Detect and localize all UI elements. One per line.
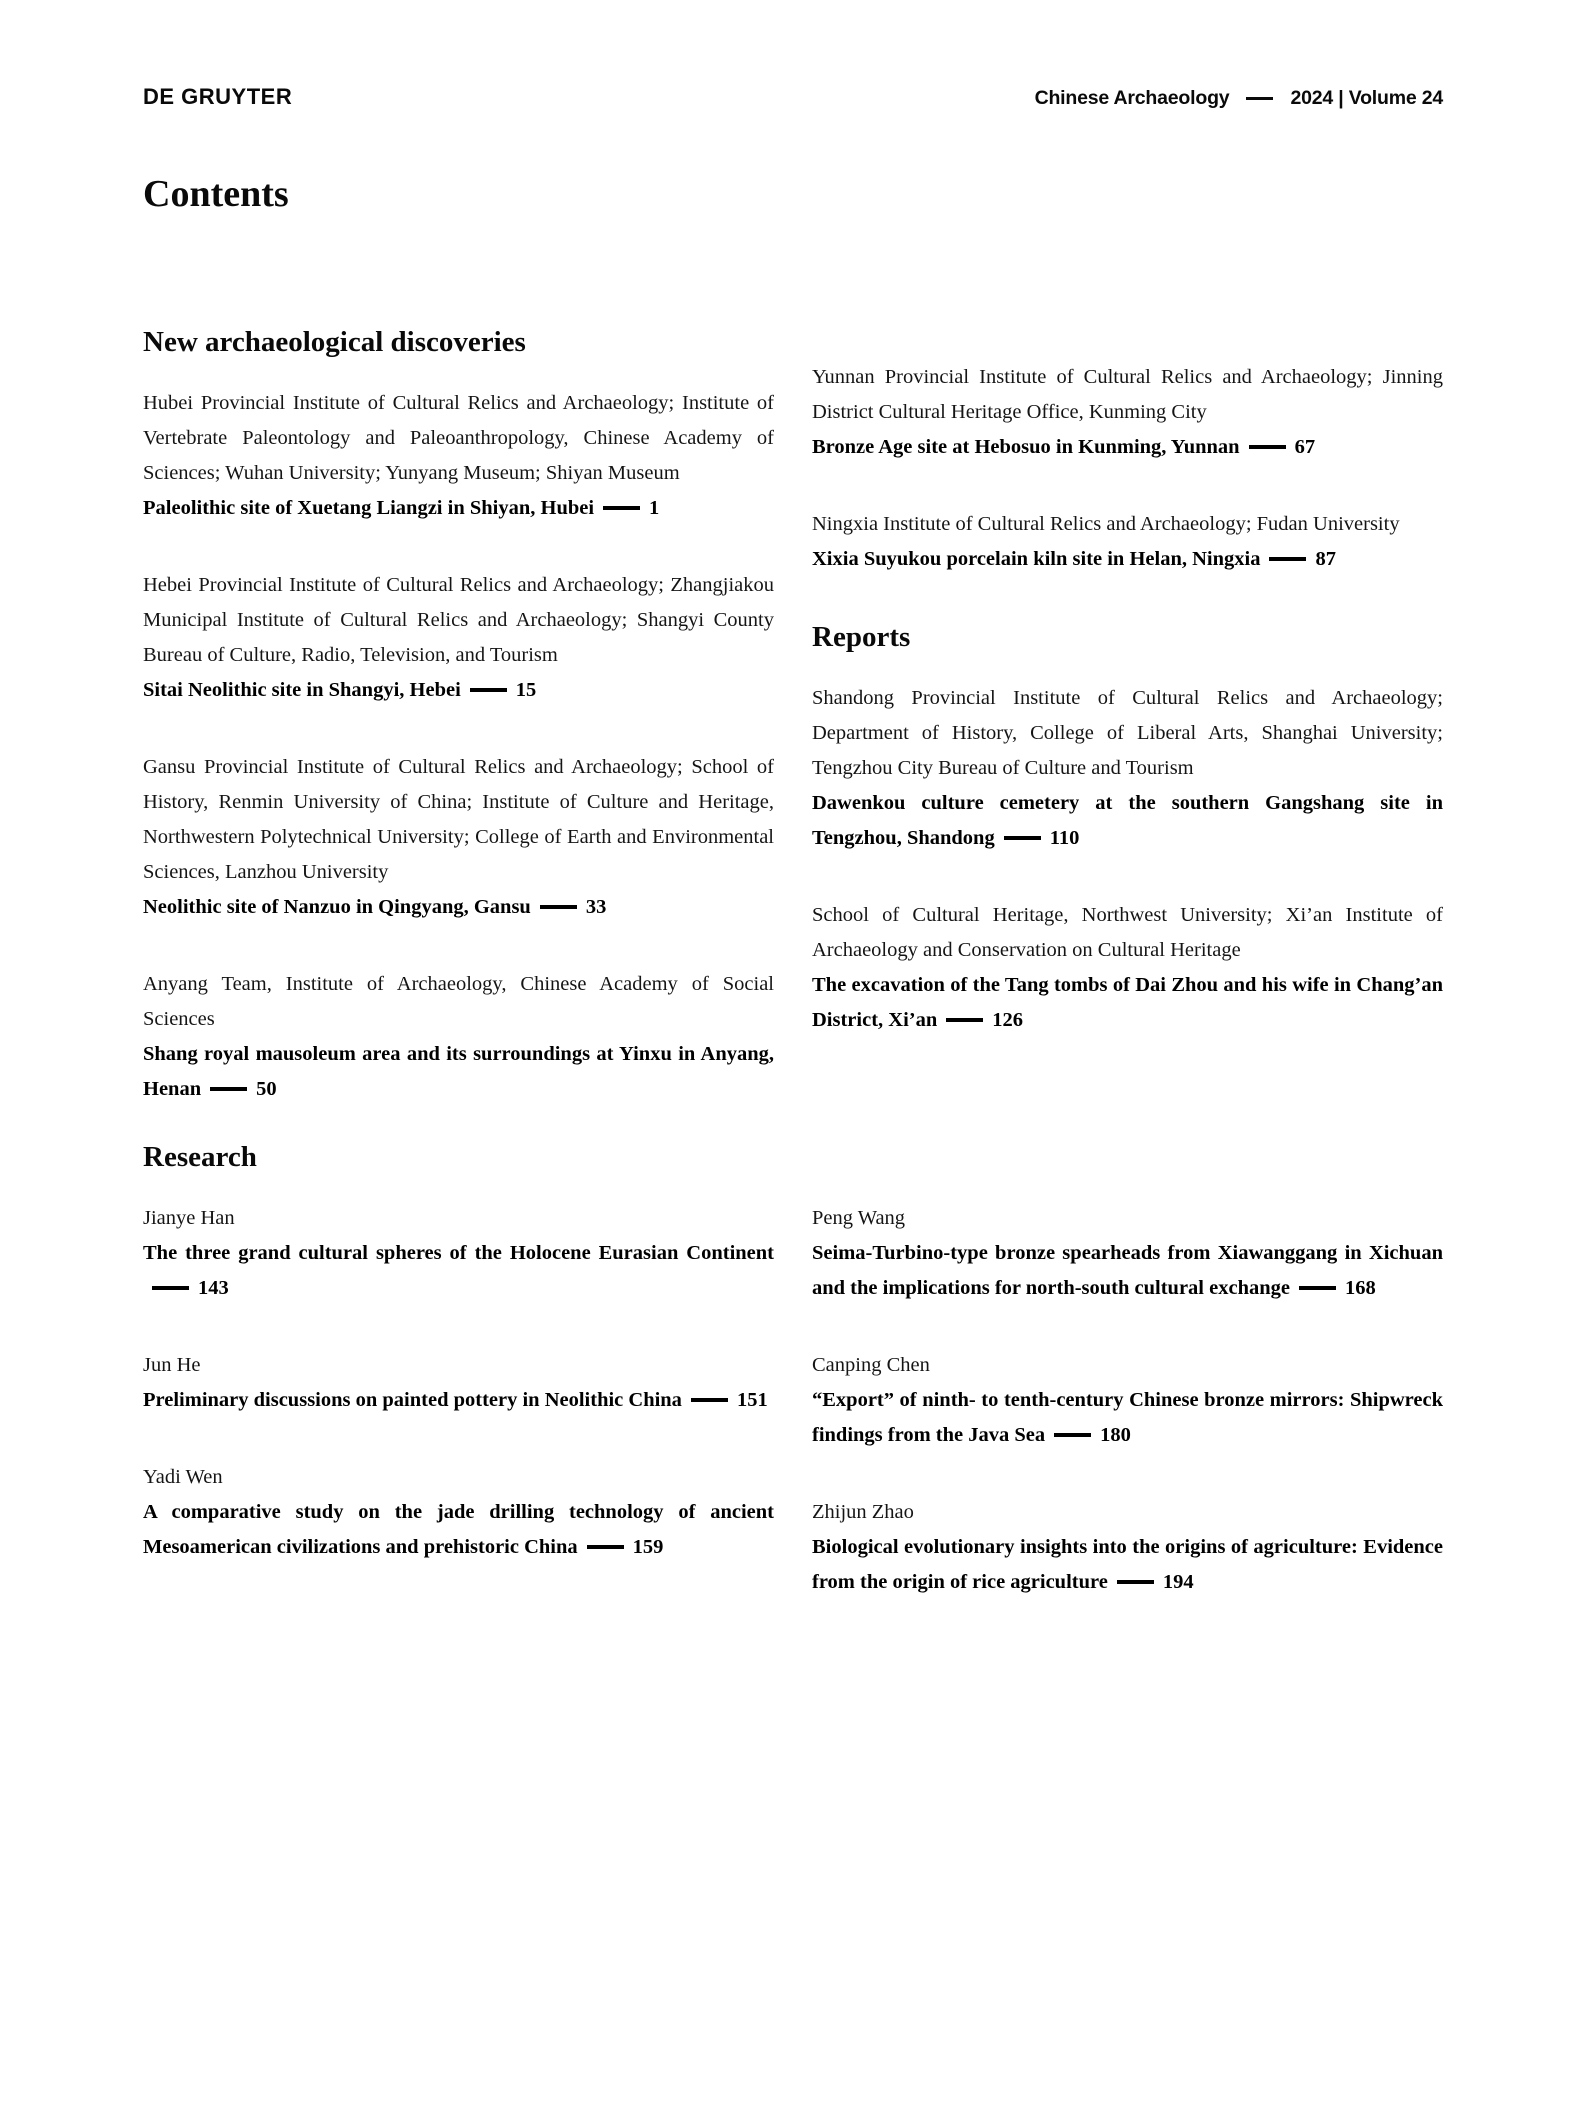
toc-entry [812, 1201, 1443, 1306]
entry-title [143, 1236, 774, 1306]
entry-author: Peng Wang [812, 1207, 906, 1229]
page-dash [1054, 1433, 1091, 1437]
toc-entry [143, 568, 774, 708]
research-left-column [143, 1201, 774, 1600]
journal-title: Chinese Archaeology [1034, 87, 1230, 109]
entry-title [812, 1383, 1443, 1453]
page-number: 50 [256, 1078, 277, 1100]
issue-info: 2024 | Volume 24 [1290, 87, 1443, 109]
entry-author: Jun He [143, 1354, 201, 1376]
entry-title [143, 890, 774, 925]
page-number: 33 [585, 896, 607, 918]
entry-affiliation: Hebei Provincial Institute of Cultural Relics and Archaeology; Zhangjiakou Municipal Institute of Cultural Relics and Archaeology; Shangyi County Bureau of Culture, Radio, Television, and Tourism [143, 574, 774, 666]
entry-title-text: Bronze Age site at Hebosuo in Kunming, Yunnan [812, 436, 1240, 458]
entry-title-text: Neolithic site of Nanzuo in Qingyang, Gansu [143, 896, 531, 918]
toc-entry [143, 1460, 774, 1565]
entry-affiliation: Hubei Provincial Institute of Cultural Relics and Archaeology; Institute of Vertebrate Paleontology and Paleoanthropology, Chinese Academy of Sciences; Wuhan University; Yunyang Museum; Shiyan Museum [143, 392, 774, 484]
entry-title [143, 1495, 774, 1565]
entry-title-text: Biological evolutionary insights into the origins of agriculture: Evidence from the origin of rice agriculture [812, 1536, 1443, 1593]
page-dash [691, 1398, 728, 1402]
section-heading-reports: Reports [812, 621, 911, 653]
journal-reference [1035, 87, 1443, 110]
toc-entry [812, 898, 1443, 1038]
page-dash [210, 1087, 247, 1091]
page-number: 110 [1049, 827, 1080, 849]
entry-title [143, 1037, 774, 1107]
page-number: 168 [1344, 1277, 1376, 1299]
entry-affiliation: Anyang Team, Institute of Archaeology, Chinese Academy of Social Sciences [143, 973, 774, 1030]
entry-title [812, 786, 1443, 856]
page-title: Contents [143, 173, 289, 215]
page-dash [1117, 1580, 1154, 1584]
page-dash [152, 1286, 189, 1290]
entry-title-text: A comparative study on the jade drilling technology of ancient Mesoamerican civilizations and prehistoric China [143, 1501, 774, 1558]
toc-entry [812, 507, 1443, 577]
entry-title-text: Seima-Turbino-type bronze spearheads from Xiawanggang in Xichuan and the implications for north-south cultural exchange [812, 1242, 1443, 1299]
page-dash [470, 688, 507, 692]
toc-entry [812, 681, 1443, 856]
entry-author: Canping Chen [812, 1354, 930, 1376]
page-number: 143 [198, 1277, 229, 1299]
entry-title [812, 1530, 1443, 1600]
research-right-column [812, 1201, 1443, 1600]
page-dash [946, 1018, 983, 1022]
publisher-logo: DE GRUYTER [143, 84, 293, 109]
page-number: 126 [992, 1009, 1024, 1031]
page-number: 194 [1162, 1571, 1194, 1593]
toc-entry [143, 750, 774, 925]
toc-entry [812, 1348, 1443, 1453]
entry-title-text: Xixia Suyukou porcelain kiln site in Helan, Ningxia [812, 548, 1261, 570]
page-dash [540, 905, 577, 909]
toc-entry [143, 1201, 774, 1306]
page-number: 159 [632, 1536, 664, 1558]
page-number: 67 [1294, 436, 1316, 458]
top-grid [143, 324, 1443, 1107]
right-column [812, 324, 1443, 1107]
entry-affiliation: Shandong Provincial Institute of Cultural Relics and Archaeology; Department of History, College of Liberal Arts, Shanghai University; Tengzhou City Bureau of Culture and Tourism [812, 687, 1443, 779]
toc-entry [143, 386, 774, 526]
page-number: 1 [649, 497, 660, 519]
running-head [143, 84, 1443, 110]
research-grid [143, 1201, 1443, 1600]
entry-affiliation: Ningxia Institute of Cultural Relics and Archaeology; Fudan University [812, 513, 1400, 535]
entry-title-text: Sitai Neolithic site in Shangyi, Hebei [143, 679, 461, 701]
section-heading-research: Research [143, 1141, 257, 1173]
entry-title [812, 1236, 1443, 1306]
entry-affiliation: Yunnan Provincial Institute of Cultural Relics and Archaeology; Jinning District Cultural Heritage Office, Kunming City [812, 366, 1443, 423]
page-number: 180 [1100, 1424, 1131, 1446]
entry-title [143, 1383, 774, 1418]
entry-title [812, 542, 1443, 577]
entry-title-text: Paleolithic site of Xuetang Liangzi in Shiyan, Hubei [143, 497, 595, 519]
entry-title-text: Dawenkou culture cemetery at the southern Gangshang site in Tengzhou, Shandong [812, 792, 1443, 849]
page-number: 15 [515, 679, 537, 701]
page-dash [1299, 1286, 1336, 1290]
toc-entry [812, 360, 1443, 465]
page-dash [603, 506, 640, 510]
entry-title [143, 491, 774, 526]
page-dash [1269, 557, 1306, 561]
left-column [143, 324, 774, 1107]
entry-affiliation: School of Cultural Heritage, Northwest University; Xi’an Institute of Archaeology and Conservation on Cultural Heritage [812, 904, 1443, 961]
page-number: 151 [736, 1389, 768, 1411]
entry-author: Zhijun Zhao [812, 1501, 914, 1523]
toc-entry [143, 967, 774, 1107]
entry-title [812, 968, 1443, 1038]
entry-title-text: Shang royal mausoleum area and its surroundings at Yinxu in Anyang, Henan [143, 1043, 774, 1100]
entry-title-text: The three grand cultural spheres of the Holocene Eurasian Continent [143, 1242, 774, 1264]
header-dash [1246, 97, 1273, 100]
entry-title [143, 673, 774, 708]
entry-author: Jianye Han [143, 1207, 235, 1229]
section-heading-discoveries: New archaeological discoveries [143, 326, 526, 358]
entry-title-text: Preliminary discussions on painted pottery in Neolithic China [143, 1389, 682, 1411]
entry-author: Yadi Wen [143, 1466, 223, 1488]
page-number: 87 [1315, 548, 1336, 570]
research-section [143, 1139, 1443, 1600]
entry-title-text: “Export” of ninth- to tenth-century Chinese bronze mirrors: Shipwreck findings from the Java Sea [812, 1389, 1443, 1446]
toc-entry [143, 1348, 774, 1418]
entry-title [812, 430, 1443, 465]
toc-entry [812, 1495, 1443, 1600]
page-dash [1004, 836, 1041, 840]
entry-affiliation: Gansu Provincial Institute of Cultural Relics and Archaeology; School of History, Renmin University of China; Institute of Culture and Heritage, Northwestern Polytechnical University; College of Earth and Environmental Sciences, Lanzhou University [143, 756, 774, 883]
page-dash [587, 1545, 624, 1549]
page-dash [1249, 445, 1286, 449]
entry-title-text: The excavation of the Tang tombs of Dai Zhou and his wife in Chang’an District, Xi’an [812, 974, 1443, 1031]
